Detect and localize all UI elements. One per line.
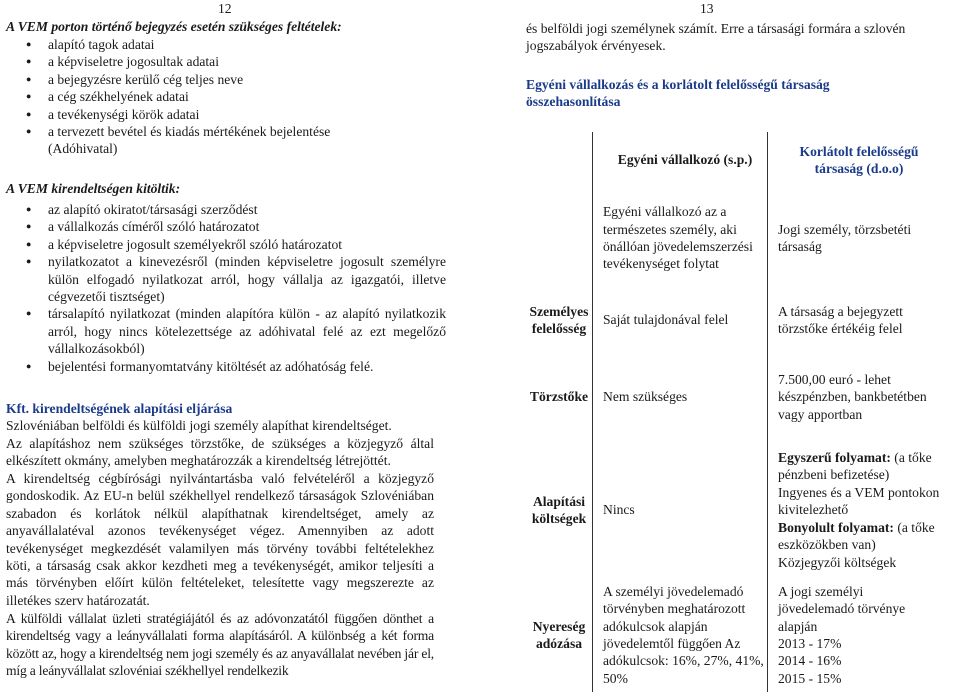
paragraph: A kirendeltség cégbírósági nyilvántartásba való felvételéről a közjegyző gondoskodik. Az EU-n belül székhellyel rendelkező társaságok Szlovéniában szabadon és korlátok nélkül alapíthatnak kirendeltséget, amely az anyavállalatéval azonos tevékenységet végez. Amennyiben az adott tevékenységet megkezdését valamilyen más törvény további feltételekhez köti, a társaság csak akkor kezdheti meg a tevékenységét, amikor teljesíti a más törvényben előírt külön feltételeket, telesítette vagy megszerezte az illetékes szerv határozatát.	[6, 471, 434, 608]
table-cell	[768, 578, 941, 692]
section-heading-vem-kirendeltseg: A VEM kirendeltségen kitöltik:	[6, 181, 181, 196]
list-item: ● a képviseletre jogosult személyekről szóló határozatot	[26, 236, 446, 253]
table-cell: Saját tulajdonával felel	[593, 288, 768, 352]
table-cell: 7.500,00 euró - lehet készpénzben, bankbetétben vagy apportban	[768, 352, 941, 442]
table-header-kft: Korlátolt felelősségű társaság (d.o.o)	[768, 132, 941, 188]
table-header-egyeni: Egyéni vállalkozó (s.p.)	[593, 132, 768, 188]
table-cell: Jogi személy, törzsbetéti társaság	[768, 188, 941, 288]
page-number-right: 13	[700, 1, 714, 16]
paragraph: A külföldi vállalat üzleti stratégiájától és az adóvonzatától függően dönthet a kirendeltség vagy a leányvállalati forma alapításáról. A különbség a két forma között az, hogy a kirendeltség nem jogi személy és az anyavállalat nevében jár el, míg a leányvállalat szlovéniai székhellyel rendelkezik	[6, 611, 434, 679]
table-row	[526, 442, 940, 578]
list-item: ● alapító tagok adatai	[26, 36, 426, 53]
table-cell: Nincs	[593, 442, 768, 578]
list-item: ● bejelentési formanyomtatvány kitöltését az adóhatóság felé.	[26, 358, 446, 375]
table-cell: Nem szükséges	[593, 352, 768, 442]
bold-label: Egyszerű folyamat:	[778, 450, 891, 466]
paragraph: Szlovéniában belföldi és külföldi jogi személy alapíthat kirendeltséget.	[6, 418, 392, 433]
table-row-header	[526, 132, 940, 188]
list-item: ● nyilatkozatot a kinevezésről (minden képviseletre jogosult személyre külön elfogadó nyilatkozat arról, hogy vállalja az igazgatói, illetve cégvezetői tisztséget)	[26, 253, 446, 305]
list-item: ● a tevékenységi körök adatai	[26, 106, 426, 123]
table-cell: A személyi jövedelemadó törvényben meghatározott adókulcsok alapján jövedelemtől függően Az adókulcsok: 16%, 27%, 41%, 50%	[593, 578, 768, 692]
cell-line: 2013 - 17%	[778, 636, 842, 651]
comparison-title: Egyéni vállalkozás és a korlátolt felelősségű társaság összehasonlítása	[526, 77, 830, 110]
list-item: ● társalapító nyilatkozat (minden alapítóra külön - az alapító nyilatkozik arról, hogy nincs kötelezettsége az adóhivatal felé az ezt megelőző vállalkozásokból)	[26, 305, 446, 357]
table-cell	[768, 442, 941, 578]
table-cell-label	[526, 132, 593, 188]
comparison-table	[526, 132, 940, 692]
cell-line: 2015 - 15%	[778, 670, 842, 686]
cell-line: A jogi személyi jövedelemadó törvénye alapján	[778, 583, 906, 634]
bullet-list-vem-kirendeltseg	[26, 201, 446, 375]
table-cell-label: Törzstőke	[529, 389, 589, 405]
table-cell: A társaság a bejegyzett törzstőke értékéig felel	[768, 288, 941, 352]
list-item: ● az alapító okiratot/társasági szerződést	[26, 201, 446, 218]
table-row	[526, 288, 940, 352]
list-item: ● a tervezett bevétel és kiadás mértékének bejelentése (Adóhivatal)	[26, 123, 338, 158]
list-item: ● a bejegyzésre kerülő cég teljes neve	[26, 71, 426, 88]
table-cell: Egyéni vállalkozó az a természetes személy, aki önállóan jövedelemszerzési tevékenységet folytat	[593, 188, 768, 288]
cell-line: 2014 - 16%	[778, 653, 842, 669]
continuation-text: és belföldi jogi személynek számít. Erre a társasági formára a szlovén jogszabályok érvényesek.	[526, 21, 906, 54]
paragraph: Az alapításhoz nem szükséges törzstőke, de szükséges a közjegyző által elkészített okmány, amelyben meghatározzák a kirendeltség létrejöttét.	[6, 436, 434, 469]
section-title-kft-kirendeltseg: Kft. kirendeltségének alapítási eljárása	[6, 401, 233, 416]
table-cell-label: Alapítási költségek	[531, 493, 587, 526]
cell-text: (a tőke pénzbeni befizetése) Ingyenes és a VEM pontokon kivitelezhető	[778, 450, 940, 518]
table-cell-label	[526, 188, 593, 288]
section-heading-vem-porton: A VEM porton történő bejegyzés esetén szükséges feltételek:	[6, 19, 342, 34]
cell-text: (a tőke eszközökben van) Közjegyzői költségek	[778, 519, 935, 570]
list-item: ● a képviseletre jogosultak adatai	[26, 53, 426, 70]
table-row	[526, 352, 940, 442]
bullet-list-vem-porton	[26, 36, 426, 158]
table-row	[526, 188, 940, 288]
page-number-left: 12	[218, 1, 232, 16]
list-item: ● a cég székhelyének adatai	[26, 88, 426, 105]
table-cell-label: Személyes felelősség	[529, 303, 589, 336]
right-page	[482, 0, 960, 692]
table-cell-label: Nyereség adózása	[532, 618, 586, 651]
bold-label: Bonyolult folyamat:	[778, 519, 894, 535]
list-item: ● a vállalkozás címéről szóló határozatot	[26, 218, 446, 235]
table-row	[526, 578, 940, 692]
